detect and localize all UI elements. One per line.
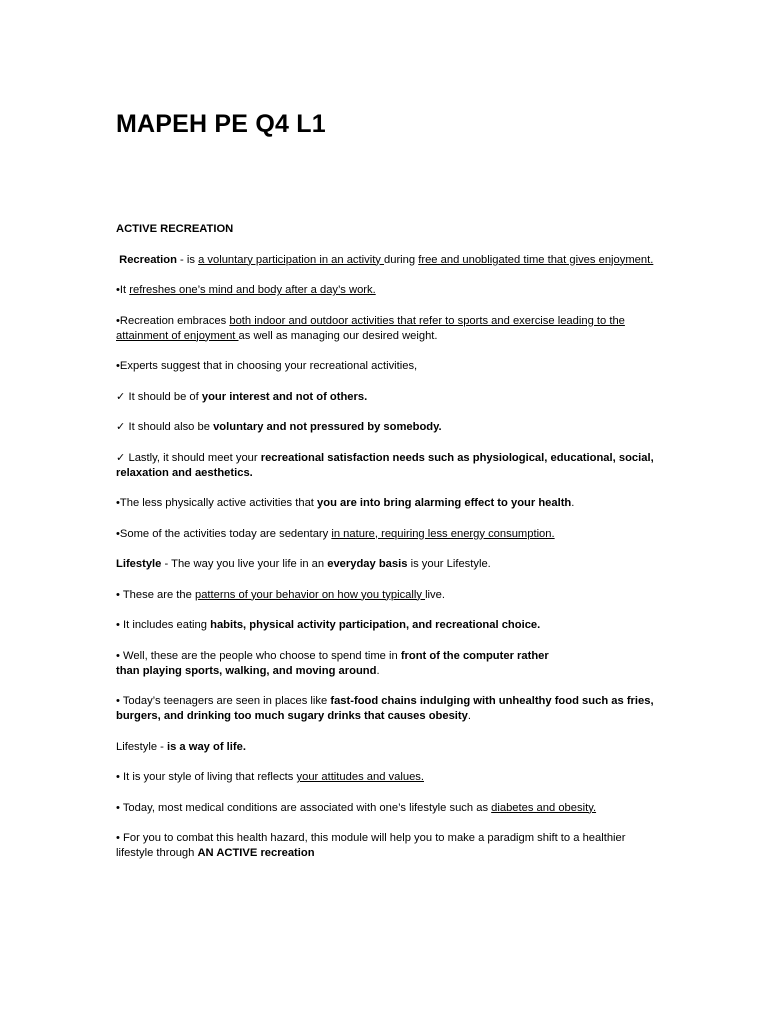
lifestyle-text-1: - The way you live your life in an bbox=[161, 558, 328, 570]
includes-bold: habits, physical activity participation, and recreational choice. bbox=[210, 619, 541, 631]
lifestyle-way-of-life bbox=[116, 740, 656, 755]
lifestyle-text-2: is your Lifestyle. bbox=[407, 558, 491, 570]
recreation-underline-1: a voluntary participation in an activity bbox=[198, 253, 385, 266]
check-bold: voluntary and not pressured by somebody. bbox=[213, 421, 442, 433]
teenagers-bullet bbox=[116, 694, 656, 724]
teenagers-text-1: • Today’s teenagers are seen in places like bbox=[116, 695, 331, 707]
check-item-satisfaction bbox=[116, 451, 656, 481]
includes-text: • It includes eating bbox=[116, 619, 211, 631]
patterns-underline: patterns of your behavior on how you typically bbox=[194, 588, 426, 601]
recreation-text-2: during bbox=[384, 253, 419, 266]
teenagers-text-2: . bbox=[467, 710, 471, 722]
teenagers-bold: fast-food chains indulging with unhealthy food such as fries, burgers, and drinking too much sugary drinks that causes obesity bbox=[116, 695, 654, 722]
check-item-voluntary bbox=[116, 420, 656, 435]
check-bold: your interest and not of others. bbox=[201, 390, 368, 403]
medical-text: • Today, most medical conditions are associated with one’s lifestyle such as bbox=[116, 801, 492, 814]
sedentary-bullet bbox=[116, 527, 656, 542]
embraces-text-2: as well as managing our desired weight. bbox=[238, 329, 438, 342]
medical-bullet bbox=[116, 801, 656, 816]
recreation-definition bbox=[116, 253, 656, 268]
sedentary-text: •Some of the activities today are sedentary bbox=[116, 527, 332, 540]
less-active-text-2: . bbox=[571, 497, 575, 509]
lifestyle2-text: Lifestyle - bbox=[116, 740, 167, 753]
computer-bullet bbox=[116, 649, 656, 679]
style-underline: your attitudes and values. bbox=[296, 771, 424, 783]
less-active-text-1: •The less physically active activities that bbox=[116, 497, 318, 509]
lifestyle-definition bbox=[116, 557, 656, 572]
patterns-text-1: • These are the bbox=[116, 588, 195, 601]
lifestyle-bold: everyday basis bbox=[327, 558, 408, 570]
lifestyle2-bold: is a way of life. bbox=[166, 740, 246, 753]
lifestyle-term: Lifestyle bbox=[116, 558, 162, 570]
experts-bullet: •Experts suggest that in choosing your recreational activities, bbox=[116, 360, 418, 372]
style-text: • It is your style of living that reflects bbox=[116, 771, 297, 783]
page-title: MAPEH PE Q4 L1 bbox=[116, 110, 326, 138]
embraces-text-1: •Recreation embraces bbox=[116, 314, 230, 327]
combat-bullet bbox=[116, 831, 656, 861]
section-heading: ACTIVE RECREATION bbox=[116, 223, 234, 235]
embraces-bullet bbox=[116, 314, 656, 344]
refresh-text: •It bbox=[116, 284, 130, 296]
document-body bbox=[116, 222, 656, 877]
recreation-term: Recreation bbox=[119, 253, 177, 266]
embraces-underline: both indoor and outdoor activities that refer to sports and exercise leading to the attainment of enjoyment bbox=[116, 314, 625, 342]
check-item-interest bbox=[116, 390, 656, 405]
patterns-text-2: live. bbox=[425, 588, 445, 601]
less-active-bold: you are into bring alarming effect to your health bbox=[317, 497, 572, 509]
computer-bold-1: front of the computer rather bbox=[400, 649, 549, 662]
medical-underline: diabetes and obesity. bbox=[491, 801, 597, 814]
computer-bold-2: than playing sports, walking, and moving around bbox=[116, 664, 377, 677]
check-text: ✓ It should also be bbox=[116, 421, 214, 433]
check-text: ✓ It should be of bbox=[116, 390, 202, 403]
includes-bullet bbox=[116, 618, 656, 633]
computer-text-2: . bbox=[376, 664, 380, 677]
style-bullet bbox=[116, 770, 656, 785]
recreation-text-1: - is bbox=[176, 253, 199, 266]
less-active-bullet bbox=[116, 496, 656, 511]
check-bold: recreational satisfaction needs such as physiological, educational, social, relaxation and aesthetics. bbox=[116, 451, 654, 479]
refresh-bullet bbox=[116, 283, 656, 298]
computer-text-1: • Well, these are the people who choose to spend time in bbox=[116, 649, 401, 662]
combat-bold: AN ACTIVE recreation bbox=[197, 847, 315, 859]
check-text: ✓ Lastly, it should meet your bbox=[116, 451, 261, 464]
refresh-underline: refreshes one’s mind and body after a day’s work. bbox=[129, 284, 376, 296]
patterns-bullet bbox=[116, 588, 656, 603]
combat-text: • For you to combat this health hazard, this module will help you to make a paradigm shift to a healthier lifestyle through bbox=[116, 832, 626, 859]
sedentary-underline: in nature, requiring less energy consumption. bbox=[331, 527, 555, 540]
recreation-underline-2: free and unobligated time that gives enjoyment. bbox=[418, 253, 654, 266]
